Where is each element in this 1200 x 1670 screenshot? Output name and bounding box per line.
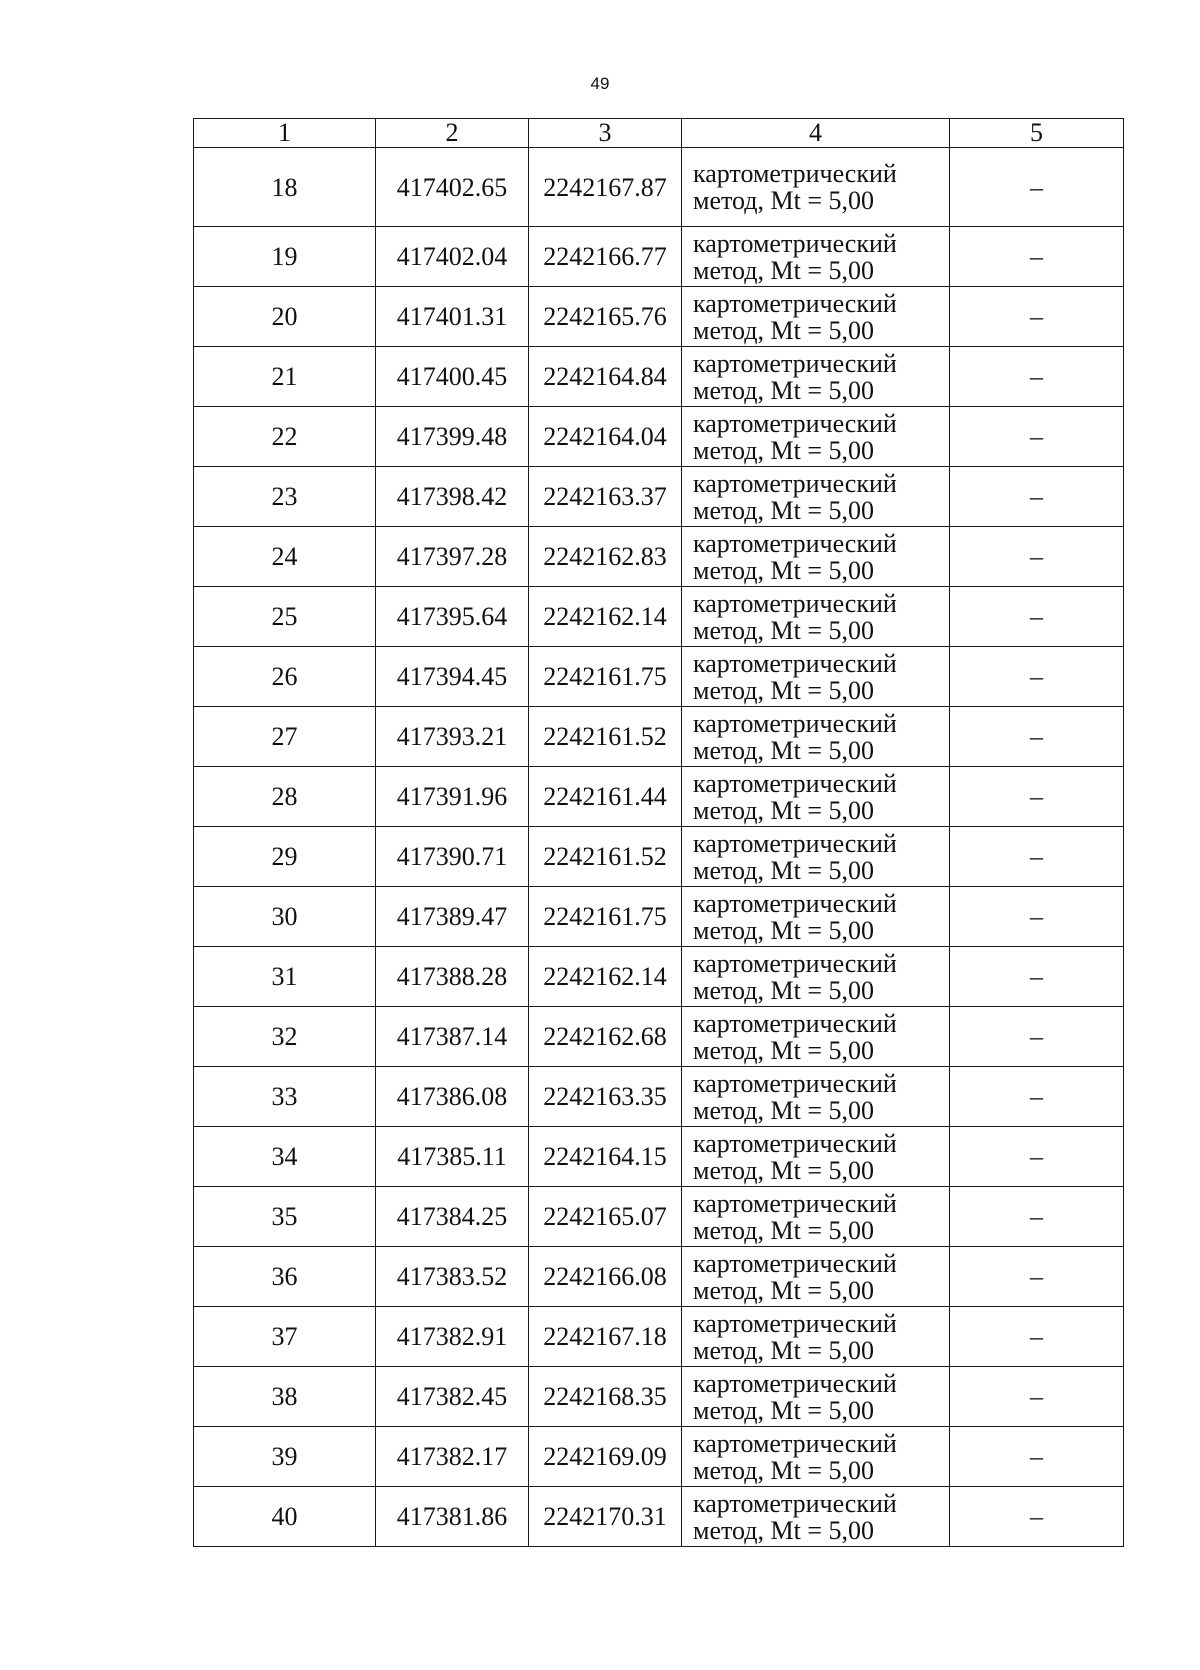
point-number-cell: 40: [194, 1487, 376, 1547]
x-coordinate-cell: 417390.71: [376, 827, 529, 887]
y-coordinate-cell: 2242161.44: [529, 767, 682, 827]
method-cell: [682, 707, 950, 767]
method-cell: [682, 647, 950, 707]
y-coordinate-cell: 2242163.37: [529, 467, 682, 527]
method-line-1: картометрический: [693, 1248, 897, 1278]
method-line-2: метод, Mt = 5,00: [693, 555, 874, 585]
method-cell: [682, 827, 950, 887]
x-coordinate-cell: 417401.31: [376, 287, 529, 347]
header-col-1: 1: [194, 119, 376, 148]
method-line-2: метод, Mt = 5,00: [693, 1215, 874, 1245]
method-line-1: картометрический: [693, 588, 897, 618]
y-coordinate-cell: 2242162.14: [529, 587, 682, 647]
x-coordinate-cell: 417382.91: [376, 1307, 529, 1367]
x-coordinate-cell: 417382.17: [376, 1427, 529, 1487]
table-body: [194, 148, 1124, 1547]
x-coordinate-cell: 417398.42: [376, 467, 529, 527]
method-cell: [682, 1127, 950, 1187]
x-coordinate-cell: 417388.28: [376, 947, 529, 1007]
method-line-1: картометрический: [693, 1128, 897, 1158]
method-line-2: метод, Mt = 5,00: [693, 1455, 874, 1485]
method-cell: [682, 1427, 950, 1487]
note-cell: –: [950, 1427, 1124, 1487]
note-cell: –: [950, 887, 1124, 947]
note-cell: –: [950, 467, 1124, 527]
y-coordinate-cell: 2242162.14: [529, 947, 682, 1007]
method-cell: [682, 947, 950, 1007]
method-line-2: метод, Mt = 5,00: [693, 975, 874, 1005]
method-line-2: метод, Mt = 5,00: [693, 675, 874, 705]
note-cell: –: [950, 1307, 1124, 1367]
note-cell: –: [950, 827, 1124, 887]
table-row: [194, 647, 1124, 707]
method-cell: [682, 1067, 950, 1127]
table-row: [194, 1127, 1124, 1187]
method-cell: [682, 1367, 950, 1427]
method-line-1: картометрический: [693, 348, 897, 378]
header-row: [194, 119, 1124, 148]
y-coordinate-cell: 2242164.04: [529, 407, 682, 467]
method-cell: [682, 1307, 950, 1367]
table-row: [194, 287, 1124, 347]
method-cell: [682, 767, 950, 827]
table-row: [194, 1247, 1124, 1307]
method-cell: [682, 527, 950, 587]
method-line-1: картометрический: [693, 888, 897, 918]
method-line-1: картометрический: [693, 528, 897, 558]
point-number-cell: 27: [194, 707, 376, 767]
table-row: [194, 527, 1124, 587]
method-line-2: метод, Mt = 5,00: [693, 1395, 874, 1425]
point-number-cell: 29: [194, 827, 376, 887]
note-cell: –: [950, 1367, 1124, 1427]
header-col-4: 4: [682, 119, 950, 148]
method-line-2: метод, Mt = 5,00: [693, 1155, 874, 1185]
method-line-2: метод, Mt = 5,00: [693, 1275, 874, 1305]
method-line-2: метод, Mt = 5,00: [693, 855, 874, 885]
table-row: [194, 1067, 1124, 1127]
method-cell: [682, 287, 950, 347]
point-number-cell: 35: [194, 1187, 376, 1247]
y-coordinate-cell: 2242162.83: [529, 527, 682, 587]
method-line-2: метод, Mt = 5,00: [693, 615, 874, 645]
note-cell: –: [950, 527, 1124, 587]
x-coordinate-cell: 417391.96: [376, 767, 529, 827]
method-cell: [682, 407, 950, 467]
y-coordinate-cell: 2242161.52: [529, 827, 682, 887]
method-cell: [682, 587, 950, 647]
point-number-cell: 22: [194, 407, 376, 467]
method-line-2: метод, Mt = 5,00: [693, 435, 874, 465]
x-coordinate-cell: 417384.25: [376, 1187, 529, 1247]
x-coordinate-cell: 417395.64: [376, 587, 529, 647]
table-row: [194, 587, 1124, 647]
method-line-1: картометрический: [693, 1488, 897, 1518]
method-line-2: метод, Mt = 5,00: [693, 915, 874, 945]
method-line-2: метод, Mt = 5,00: [693, 1515, 874, 1545]
table-row: [194, 1367, 1124, 1427]
method-line-1: картометрический: [693, 648, 897, 678]
table-row: [194, 887, 1124, 947]
y-coordinate-cell: 2242166.08: [529, 1247, 682, 1307]
method-cell: [682, 1487, 950, 1547]
note-cell: –: [950, 148, 1124, 227]
x-coordinate-cell: 417389.47: [376, 887, 529, 947]
table-row: [194, 827, 1124, 887]
method-line-2: метод, Mt = 5,00: [693, 1035, 874, 1065]
table-row: [194, 707, 1124, 767]
method-cell: [682, 1247, 950, 1307]
method-line-2: метод, Mt = 5,00: [693, 375, 874, 405]
header-col-2: 2: [376, 119, 529, 148]
x-coordinate-cell: 417394.45: [376, 647, 529, 707]
x-coordinate-cell: 417383.52: [376, 1247, 529, 1307]
x-coordinate-cell: 417382.45: [376, 1367, 529, 1427]
y-coordinate-cell: 2242165.07: [529, 1187, 682, 1247]
x-coordinate-cell: 417400.45: [376, 347, 529, 407]
point-number-cell: 38: [194, 1367, 376, 1427]
method-line-2: метод, Mt = 5,00: [693, 1335, 874, 1365]
point-number-cell: 24: [194, 527, 376, 587]
point-number-cell: 25: [194, 587, 376, 647]
y-coordinate-cell: 2242168.35: [529, 1367, 682, 1427]
point-number-cell: 30: [194, 887, 376, 947]
point-number-cell: 36: [194, 1247, 376, 1307]
x-coordinate-cell: 417393.21: [376, 707, 529, 767]
method-line-2: метод, Mt = 5,00: [693, 1095, 874, 1125]
note-cell: –: [950, 347, 1124, 407]
method-cell: [682, 347, 950, 407]
table-row: [194, 767, 1124, 827]
point-number-cell: 21: [194, 347, 376, 407]
table-header: [194, 119, 1124, 148]
y-coordinate-cell: 2242167.18: [529, 1307, 682, 1367]
method-line-1: картометрический: [693, 159, 897, 188]
method-line-1: картометрический: [693, 288, 897, 318]
page-number: 49: [590, 74, 610, 93]
table-row: [194, 347, 1124, 407]
point-number-cell: 33: [194, 1067, 376, 1127]
method-line-1: картометрический: [693, 948, 897, 978]
y-coordinate-cell: 2242164.15: [529, 1127, 682, 1187]
x-coordinate-cell: 417386.08: [376, 1067, 529, 1127]
y-coordinate-cell: 2242169.09: [529, 1427, 682, 1487]
method-cell: [682, 227, 950, 287]
note-cell: –: [950, 1187, 1124, 1247]
note-cell: –: [950, 287, 1124, 347]
method-line-1: картометрический: [693, 708, 897, 738]
y-coordinate-cell: 2242170.31: [529, 1487, 682, 1547]
table-row: [194, 467, 1124, 527]
method-cell: [682, 467, 950, 527]
method-line-1: картометрический: [693, 408, 897, 438]
y-coordinate-cell: 2242161.75: [529, 887, 682, 947]
point-number-cell: 39: [194, 1427, 376, 1487]
method-cell: [682, 1007, 950, 1067]
y-coordinate-cell: 2242164.84: [529, 347, 682, 407]
y-coordinate-cell: 2242167.87: [529, 148, 682, 227]
coordinates-table: [193, 118, 1124, 1547]
point-number-cell: 31: [194, 947, 376, 1007]
method-cell: [682, 1187, 950, 1247]
y-coordinate-cell: 2242162.68: [529, 1007, 682, 1067]
y-coordinate-cell: 2242161.75: [529, 647, 682, 707]
method-cell: [682, 148, 950, 227]
method-line-1: картометрический: [693, 468, 897, 498]
method-line-2: метод, Mt = 5,00: [693, 495, 874, 525]
y-coordinate-cell: 2242161.52: [529, 707, 682, 767]
table-row: [194, 947, 1124, 1007]
method-line-2: метод, Mt = 5,00: [693, 795, 874, 825]
table-row: [194, 1307, 1124, 1367]
method-line-2: метод, Mt = 5,00: [693, 315, 874, 345]
note-cell: –: [950, 707, 1124, 767]
table-row: [194, 407, 1124, 467]
point-number-cell: 32: [194, 1007, 376, 1067]
method-line-1: картометрический: [693, 1008, 897, 1038]
point-number-cell: 26: [194, 647, 376, 707]
point-number-cell: 19: [194, 227, 376, 287]
method-line-1: картометрический: [693, 1308, 897, 1338]
x-coordinate-cell: 417402.04: [376, 227, 529, 287]
y-coordinate-cell: 2242163.35: [529, 1067, 682, 1127]
x-coordinate-cell: 417385.11: [376, 1127, 529, 1187]
table-row: [194, 148, 1124, 227]
method-line-2: метод, Mt = 5,00: [693, 186, 874, 215]
note-cell: –: [950, 1007, 1124, 1067]
method-line-1: картометрический: [693, 768, 897, 798]
x-coordinate-cell: 417399.48: [376, 407, 529, 467]
x-coordinate-cell: 417381.86: [376, 1487, 529, 1547]
note-cell: –: [950, 767, 1124, 827]
method-line-1: картометрический: [693, 1428, 897, 1458]
point-number-cell: 20: [194, 287, 376, 347]
method-line-1: картометрический: [693, 828, 897, 858]
table-row: [194, 1427, 1124, 1487]
note-cell: –: [950, 947, 1124, 1007]
method-cell: [682, 887, 950, 947]
point-number-cell: 18: [194, 148, 376, 227]
x-coordinate-cell: 417402.65: [376, 148, 529, 227]
note-cell: –: [950, 587, 1124, 647]
point-number-cell: 23: [194, 467, 376, 527]
y-coordinate-cell: 2242166.77: [529, 227, 682, 287]
table-row: [194, 1487, 1124, 1547]
x-coordinate-cell: 417397.28: [376, 527, 529, 587]
note-cell: –: [950, 407, 1124, 467]
table-row: [194, 1187, 1124, 1247]
x-coordinate-cell: 417387.14: [376, 1007, 529, 1067]
method-line-2: метод, Mt = 5,00: [693, 255, 874, 285]
point-number-cell: 28: [194, 767, 376, 827]
note-cell: –: [950, 1127, 1124, 1187]
method-line-1: картометрический: [693, 1368, 897, 1398]
table-row: [194, 227, 1124, 287]
note-cell: –: [950, 647, 1124, 707]
point-number-cell: 37: [194, 1307, 376, 1367]
note-cell: –: [950, 1247, 1124, 1307]
method-line-1: картометрический: [693, 1068, 897, 1098]
note-cell: –: [950, 227, 1124, 287]
header-col-5: 5: [950, 119, 1124, 148]
method-line-1: картометрический: [693, 228, 897, 258]
method-line-2: метод, Mt = 5,00: [693, 735, 874, 765]
note-cell: –: [950, 1487, 1124, 1547]
point-number-cell: 34: [194, 1127, 376, 1187]
note-cell: –: [950, 1067, 1124, 1127]
table-row: [194, 1007, 1124, 1067]
header-col-3: 3: [529, 119, 682, 148]
y-coordinate-cell: 2242165.76: [529, 287, 682, 347]
method-line-1: картометрический: [693, 1188, 897, 1218]
